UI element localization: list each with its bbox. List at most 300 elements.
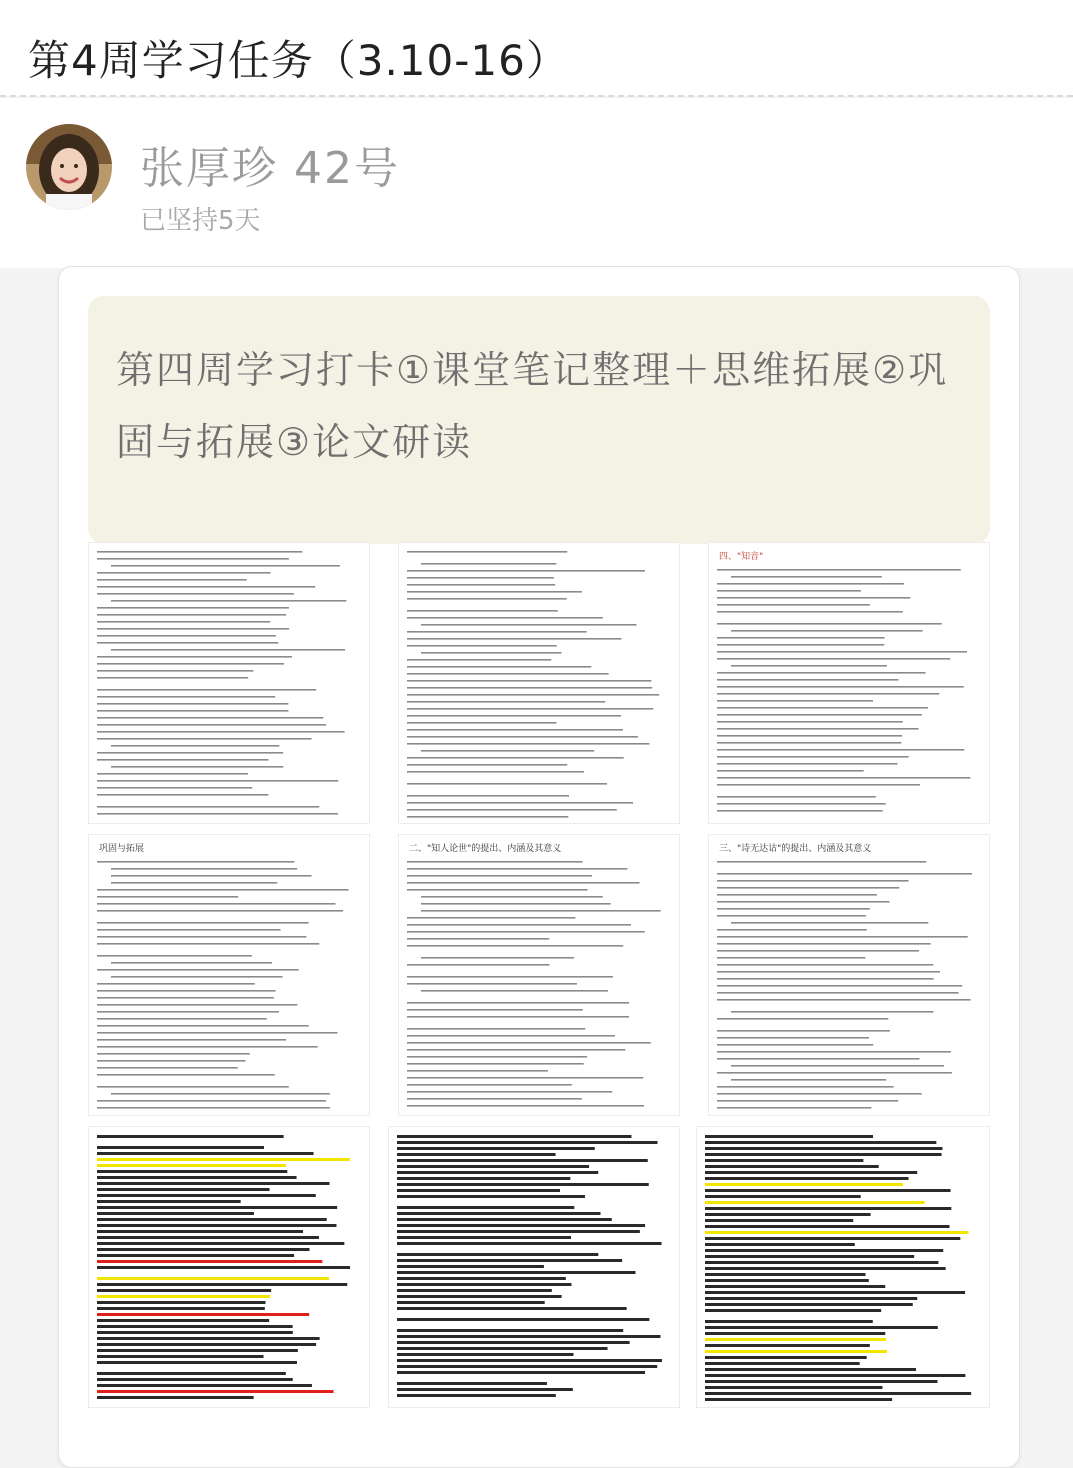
text-line (97, 696, 275, 698)
text-line (717, 936, 968, 938)
text-line (97, 1158, 350, 1161)
text-line (717, 604, 870, 606)
text-line (717, 901, 890, 903)
text-line (717, 1058, 919, 1060)
image-thumb-2[interactable] (398, 542, 680, 824)
text-line (407, 964, 549, 966)
image-thumb-4[interactable] (88, 834, 370, 1116)
text-line (407, 1091, 612, 1093)
text-line (731, 665, 887, 667)
text-line (717, 950, 919, 952)
thumb-page-render (709, 543, 989, 823)
text-line (97, 910, 343, 912)
text-line (407, 764, 567, 766)
text-line (397, 1341, 630, 1344)
text-line (731, 1065, 944, 1067)
text-line (97, 579, 247, 581)
text-line (407, 1028, 585, 1030)
text-line (111, 565, 340, 567)
text-line (705, 1285, 885, 1288)
text-line (407, 875, 592, 877)
text-line (717, 915, 866, 917)
image-thumb-9[interactable] (696, 1126, 990, 1408)
text-line (97, 1224, 336, 1227)
text-line (407, 861, 583, 863)
text-line (717, 908, 870, 910)
text-line (717, 985, 962, 987)
text-line (111, 868, 297, 870)
text-line (717, 796, 876, 798)
text-line (407, 666, 591, 668)
text-line (407, 736, 638, 738)
text-line (407, 783, 607, 785)
text-line (407, 694, 659, 696)
text-line (717, 700, 873, 702)
text-line (407, 816, 568, 818)
text-line (111, 976, 283, 978)
text-line (97, 1107, 330, 1109)
text-line (717, 971, 940, 973)
text-line (97, 1372, 286, 1375)
text-line (717, 978, 934, 980)
text-line (397, 1394, 556, 1397)
text-line (705, 1356, 867, 1359)
text-line (705, 1183, 903, 1186)
text-line (397, 1259, 622, 1262)
text-line (705, 1147, 942, 1150)
text-line (97, 1200, 241, 1203)
text-line (397, 1165, 589, 1168)
text-line (717, 623, 942, 625)
text-line (407, 1042, 651, 1044)
text-line (97, 1182, 329, 1185)
text-line (717, 583, 904, 585)
text-line (97, 586, 315, 588)
text-line (705, 1374, 965, 1377)
text-line (97, 593, 294, 595)
text-line (705, 1177, 908, 1180)
text-line (407, 743, 649, 745)
text-line (717, 611, 903, 613)
text-line (717, 658, 950, 660)
text-line (97, 1011, 279, 1013)
text-line (97, 635, 276, 637)
text-line (421, 990, 608, 992)
image-thumb-6[interactable] (708, 834, 990, 1116)
text-line (421, 652, 562, 654)
text-line (407, 771, 584, 773)
text-line (717, 1072, 952, 1074)
text-line (397, 1388, 573, 1391)
text-line (717, 644, 884, 646)
text-line (407, 729, 623, 731)
text-line (717, 943, 931, 945)
text-line (97, 1384, 312, 1387)
text-line (705, 1135, 873, 1138)
text-line (97, 1053, 250, 1055)
text-line (97, 955, 252, 957)
text-line (717, 637, 884, 639)
page-title: 第4周学习任务（3.10-16） (28, 36, 569, 85)
text-line (397, 1347, 608, 1350)
text-line (717, 1086, 894, 1088)
text-line (97, 1301, 266, 1304)
text-line (97, 572, 271, 574)
thumb-heading: 四、"知音" (719, 552, 764, 562)
text-line (407, 795, 569, 797)
text-line (717, 1018, 888, 1020)
text-line (407, 645, 557, 647)
text-line (731, 630, 923, 632)
task-text: 第四周学习打卡①课堂笔记整理＋思维拓展②巩固与拓展③论文研读 (116, 348, 949, 464)
text-line (97, 1266, 350, 1269)
thumb-page-render (389, 1127, 679, 1407)
text-line (97, 1313, 309, 1316)
text-line (397, 1253, 598, 1256)
text-line (397, 1265, 544, 1268)
text-line (97, 773, 248, 775)
text-line (421, 624, 636, 626)
text-line (717, 1030, 890, 1032)
text-line (97, 642, 278, 644)
text-line (705, 1231, 968, 1234)
text-line (397, 1218, 612, 1221)
text-line (717, 735, 902, 737)
text-line (97, 1032, 338, 1034)
text-line (97, 990, 276, 992)
text-line (717, 763, 897, 765)
text-line (717, 721, 903, 723)
text-line (705, 1141, 936, 1144)
text-line (731, 576, 882, 578)
text-line (97, 1396, 254, 1399)
text-line (397, 1224, 645, 1227)
text-line (731, 1079, 886, 1081)
text-line (397, 1335, 660, 1338)
text-line (717, 1100, 898, 1102)
text-line (97, 943, 319, 945)
text-line (407, 889, 588, 891)
text-line (705, 1338, 886, 1341)
text-line (717, 887, 899, 889)
text-line (407, 917, 576, 919)
text-line (407, 809, 617, 811)
text-line (705, 1386, 882, 1389)
text-line (407, 1084, 572, 1086)
text-line (97, 1212, 254, 1215)
text-line (717, 749, 964, 751)
thumb-page-render (399, 835, 679, 1115)
text-line (717, 992, 959, 994)
text-line (705, 1398, 892, 1401)
text-line (705, 1344, 870, 1347)
text-line (421, 563, 556, 565)
text-line (407, 617, 603, 619)
text-line (407, 976, 613, 978)
text-line (397, 1301, 545, 1304)
text-line (407, 680, 651, 682)
text-line (717, 686, 964, 688)
text-line (407, 1098, 582, 1100)
text-line (705, 1320, 873, 1323)
text-line (97, 1390, 334, 1393)
text-line (717, 672, 926, 674)
text-line (717, 957, 865, 959)
text-line (97, 724, 326, 726)
text-line (717, 651, 967, 653)
text-line (717, 777, 970, 779)
text-line (97, 710, 288, 712)
streak-label: 已坚持5天 (140, 206, 261, 236)
text-line (407, 570, 645, 572)
text-line (97, 1164, 286, 1167)
text-line (97, 1319, 269, 1322)
text-line (397, 1365, 657, 1368)
text-line (97, 1025, 309, 1027)
text-line (97, 1378, 293, 1381)
text-line (97, 1254, 294, 1257)
text-line (705, 1392, 971, 1395)
text-line (717, 770, 864, 772)
text-line (705, 1225, 950, 1228)
text-line (705, 1362, 860, 1365)
text-line (97, 1152, 314, 1155)
text-line (407, 1009, 583, 1011)
text-line (407, 610, 558, 612)
text-line (407, 551, 567, 553)
text-line (97, 656, 292, 658)
text-line (397, 1177, 570, 1180)
text-line (397, 1230, 640, 1233)
image-thumb-8[interactable] (388, 1126, 680, 1408)
text-line (97, 1343, 316, 1346)
text-line (97, 752, 283, 754)
text-line (717, 999, 971, 1001)
text-line (397, 1271, 635, 1274)
text-line (717, 964, 933, 966)
text-line (705, 1243, 855, 1246)
text-line (97, 780, 338, 782)
text-line (407, 577, 554, 579)
header-bar (0, 0, 1073, 96)
text-line (97, 1206, 337, 1209)
text-line (407, 868, 627, 870)
thumb-page-render (89, 835, 369, 1115)
text-line (717, 803, 886, 805)
text-line (407, 931, 645, 933)
text-line (407, 598, 567, 600)
avatar[interactable] (26, 124, 112, 210)
text-line (717, 784, 920, 786)
text-line (717, 1051, 951, 1053)
text-line (705, 1201, 925, 1204)
text-line (407, 584, 555, 586)
text-line (705, 1297, 917, 1300)
text-line (717, 728, 919, 730)
image-thumb-7[interactable] (88, 1126, 370, 1408)
text-line (97, 1289, 271, 1292)
text-line (705, 1189, 951, 1192)
text-line (407, 924, 631, 926)
text-line (705, 1237, 960, 1240)
text-line (421, 750, 594, 752)
text-line (97, 1236, 319, 1239)
text-line (111, 1093, 330, 1095)
text-line (717, 810, 883, 812)
text-line (97, 731, 345, 733)
text-line (97, 1039, 286, 1041)
text-line (717, 1093, 922, 1095)
text-line (407, 1016, 629, 1018)
text-line (407, 1077, 643, 1079)
text-line (97, 1176, 297, 1179)
text-line (421, 957, 574, 959)
header-divider (0, 95, 1073, 97)
text-line (407, 1105, 644, 1107)
text-line (97, 1188, 270, 1191)
text-line (97, 969, 299, 971)
thumb-heading: 三、"诗无达诂"的提出、内涵及其意义 (719, 844, 872, 854)
text-line (407, 1056, 587, 1058)
text-line (717, 873, 972, 875)
text-line (717, 597, 910, 599)
thumb-page-render (709, 835, 989, 1115)
text-line (705, 1171, 917, 1174)
text-line (705, 1273, 865, 1276)
text-line (407, 882, 639, 884)
text-line (97, 703, 288, 705)
image-thumb-1[interactable] (88, 542, 370, 824)
text-line (97, 1146, 264, 1149)
text-line (111, 882, 277, 884)
text-line (97, 663, 284, 665)
text-line (397, 1171, 598, 1174)
text-line (407, 708, 653, 710)
text-line (397, 1289, 552, 1292)
text-line (97, 614, 286, 616)
text-line (705, 1165, 879, 1168)
text-line (705, 1326, 938, 1329)
text-line (397, 1212, 601, 1215)
text-line (397, 1382, 547, 1385)
text-line (97, 936, 306, 938)
text-line (97, 889, 348, 891)
text-line (397, 1277, 566, 1280)
text-line (397, 1371, 645, 1374)
text-line (407, 638, 621, 640)
image-thumb-5[interactable] (398, 834, 680, 1116)
text-line (421, 903, 611, 905)
image-thumb-3[interactable] (708, 542, 990, 824)
thumb-page-render (89, 543, 369, 823)
text-line (97, 1170, 287, 1173)
text-line (705, 1207, 951, 1210)
text-line (407, 591, 582, 593)
text-line (97, 1307, 265, 1310)
text-line (421, 896, 603, 898)
text-line (407, 1049, 625, 1051)
text-line (97, 607, 289, 609)
text-line (397, 1283, 571, 1286)
text-line (407, 722, 556, 724)
text-line (111, 745, 279, 747)
text-line (407, 802, 633, 804)
text-line (97, 983, 255, 985)
text-line (705, 1249, 943, 1252)
text-line (397, 1147, 595, 1150)
text-line (717, 679, 898, 681)
text-line (97, 677, 248, 679)
text-line (407, 687, 652, 689)
text-line (97, 551, 302, 553)
text-line (97, 1355, 264, 1358)
text-line (407, 938, 549, 940)
text-line (717, 742, 901, 744)
text-line (97, 903, 336, 905)
text-line (731, 1011, 933, 1013)
text-line (407, 1002, 629, 1004)
text-line (397, 1195, 585, 1198)
text-line (97, 1060, 245, 1062)
text-line (97, 794, 268, 796)
text-line (97, 1067, 238, 1069)
text-line (397, 1153, 556, 1156)
text-line (397, 1359, 662, 1362)
text-line (407, 631, 587, 633)
text-line (97, 787, 252, 789)
text-line (97, 1018, 267, 1020)
text-line (705, 1267, 946, 1270)
text-line (705, 1159, 863, 1162)
text-line (717, 707, 928, 709)
text-line (717, 1044, 873, 1046)
text-line (705, 1213, 871, 1216)
text-line (407, 1063, 584, 1065)
text-line (407, 715, 621, 717)
text-line (97, 1046, 318, 1048)
text-line (407, 1035, 615, 1037)
text-line (97, 738, 312, 740)
text-line (717, 693, 939, 695)
text-line (397, 1183, 649, 1186)
text-line (111, 766, 283, 768)
text-line (717, 1037, 869, 1039)
text-line (97, 1260, 322, 1263)
text-line (407, 945, 623, 947)
text-line (705, 1195, 861, 1198)
text-line (97, 628, 289, 630)
text-line (97, 759, 269, 761)
text-line (97, 1361, 297, 1364)
text-line (97, 717, 323, 719)
text-line (97, 1248, 310, 1251)
text-line (397, 1159, 648, 1162)
text-line (97, 1218, 327, 1221)
text-line (97, 1004, 297, 1006)
text-line (397, 1295, 562, 1298)
text-line (397, 1141, 658, 1144)
text-line (97, 1230, 303, 1233)
text-line (97, 1283, 347, 1286)
text-line (407, 673, 609, 675)
text-line (717, 569, 961, 571)
text-line (97, 1135, 284, 1138)
text-line (97, 896, 238, 898)
text-line (705, 1350, 887, 1353)
user-name[interactable]: 张厚珍 42号 (140, 143, 400, 194)
text-line (717, 929, 867, 931)
text-line (705, 1368, 916, 1371)
